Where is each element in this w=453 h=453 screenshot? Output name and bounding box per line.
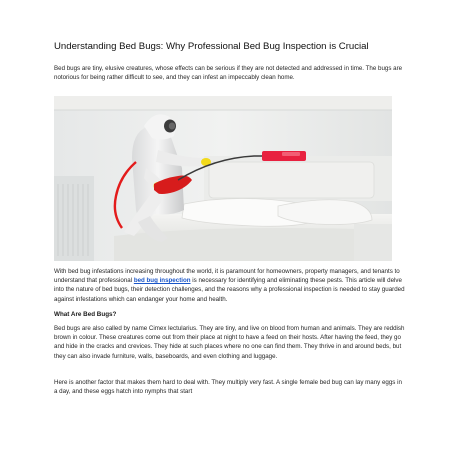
body-paragraph-3: Bed bugs are also called by name Cimex lectularius. They are tiny, and live on blood from human and animals. They are reddish brown in colour. These creatures come out from their place at night to have a feed on their hosts. After having the feed, they go and hide in the cracks and crevices. They hide at such places where no one can find them. They thrive in and around beds, but they can also invade furniture, walls, baseboards, and even clothing and luggage. bbox=[54, 325, 405, 360]
bed-bug-inspection-link[interactable]: bed bug inspection bbox=[133, 277, 191, 285]
paragraph-2-rest: is necessary for identifying and eliminating these pests. This article will delve into the nature of bed bugs, their detection challenges, and the reasons why a professional inspection is needed to stay guarded against infestations which can endanger your home and health. bbox=[54, 277, 405, 303]
body-paragraph-2 bbox=[54, 267, 406, 304]
section-heading-what-are-bed-bugs: What Are Bed Bugs? bbox=[54, 311, 117, 318]
paragraph-2-lead: With bed bug infestations increasing throughout the world, it is paramount for homeowners, property managers, and tenants to understand that professional bbox=[54, 268, 400, 285]
intro-paragraph: Bed bugs are tiny, elusive creatures, whose effects can be serious if they are not detected and addressed in time. The bugs are notorious for being rather difficult to see, and they can infest an impeccably clean home. bbox=[54, 65, 403, 82]
pest-control-photo bbox=[54, 96, 392, 261]
body-paragraph-4: Here is another factor that makes them hard to deal with. They multiply very fast. A single female bed bug can lay many eggs in a day, and these eggs hatch into nymphs that start bbox=[54, 379, 402, 396]
article-title: Understanding Bed Bugs: Why Professional Bed Bug Inspection is Crucial bbox=[54, 41, 369, 52]
